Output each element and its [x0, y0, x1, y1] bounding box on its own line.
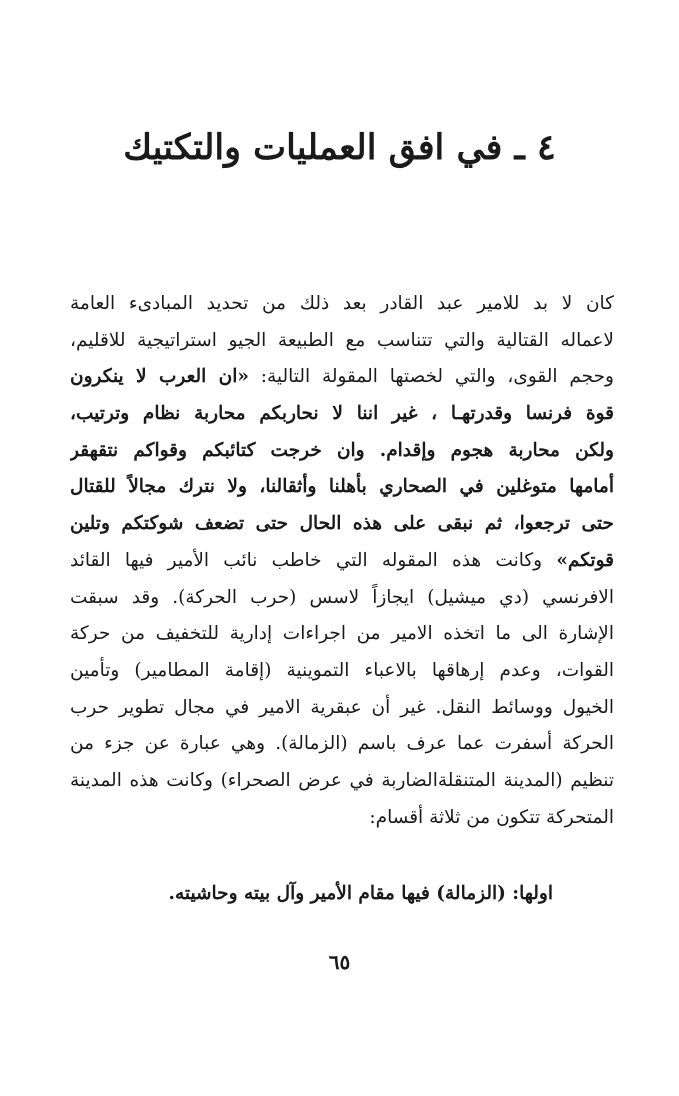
text-line: كان لا بد للامير عبد القادر بعد ذلك من تحديد المبادىء العامة — [70, 293, 614, 314]
text-line: الإشارة الى ما اتخذه الامير من اجراءات إدارية للتخفيف من حركة — [70, 623, 614, 645]
text-line: لاعماله القتالية والتي تتناسب مع الطبيعة الجيو استراتيجية للاقليم، — [70, 329, 614, 351]
text-line-plain: وكانت هذه المقوله التي خاطب نائب الأمير فيها القائد — [70, 549, 557, 571]
quote-start-bold: «ان العرب لا ينكرون — [70, 366, 249, 388]
quote-line: ولكن محاربة هجوم وإقدام. وان خرجت كتائبكم وقواكم نتقهقر — [70, 439, 614, 461]
text-line: القوات، وعدم إرهاقها بالاعباء التموينية (إقامة المطامير) وتأمين — [70, 659, 614, 681]
text-line-plain: وحجم القوى، والتي لخصتها المقولة التالية: — [248, 366, 614, 388]
page-number: ٦٥ — [328, 950, 351, 974]
text-line: المتحركة تتكون من ثلاثة أقسام: — [369, 806, 614, 828]
text-line: الخيول ووسائط النقل. غير أن عبقرية الامير في مجال تطوير حرب — [70, 696, 614, 718]
quote-end-bold: قوتكم» — [556, 549, 614, 571]
quote-line: قوة فرنسا وقدرتهـا ، غير اننا لا نحاربكم محاربة نظام وترتيب، — [70, 403, 614, 425]
quote-line: أمامها متوغلين في الصحاري بأهلنا وأثقالنا، ولا نترك مجالاً للقتال — [70, 476, 614, 498]
quote-line: حتى ترجعوا، ثم نبقى على هذه الحال حتى تضعف شوكتكم وتلين — [70, 513, 614, 535]
text-line: تنظيم (المدينة المتنقلةالضاربة في عرض الصحراء) وكانت هذه المدينة — [70, 769, 614, 791]
chapter-title: ٤ ـ في افق العمليات والتكتيك — [123, 127, 556, 168]
text-line — [70, 359, 614, 396]
text-line: الافرنسي (دي ميشيل) ايجازاً لاسس (حرب الحركة). وقد سبقت — [70, 586, 614, 608]
text-line: الحركة أسفرت عما عرف باسم (الزمالة). وهي عبارة عن جزء من — [70, 733, 614, 755]
body-paragraph — [70, 286, 614, 836]
text-line — [70, 543, 614, 580]
first-part-line: اولها: (الزمالة) فيها مقام الأمير وآل بيته وحاشيته. — [168, 883, 553, 904]
